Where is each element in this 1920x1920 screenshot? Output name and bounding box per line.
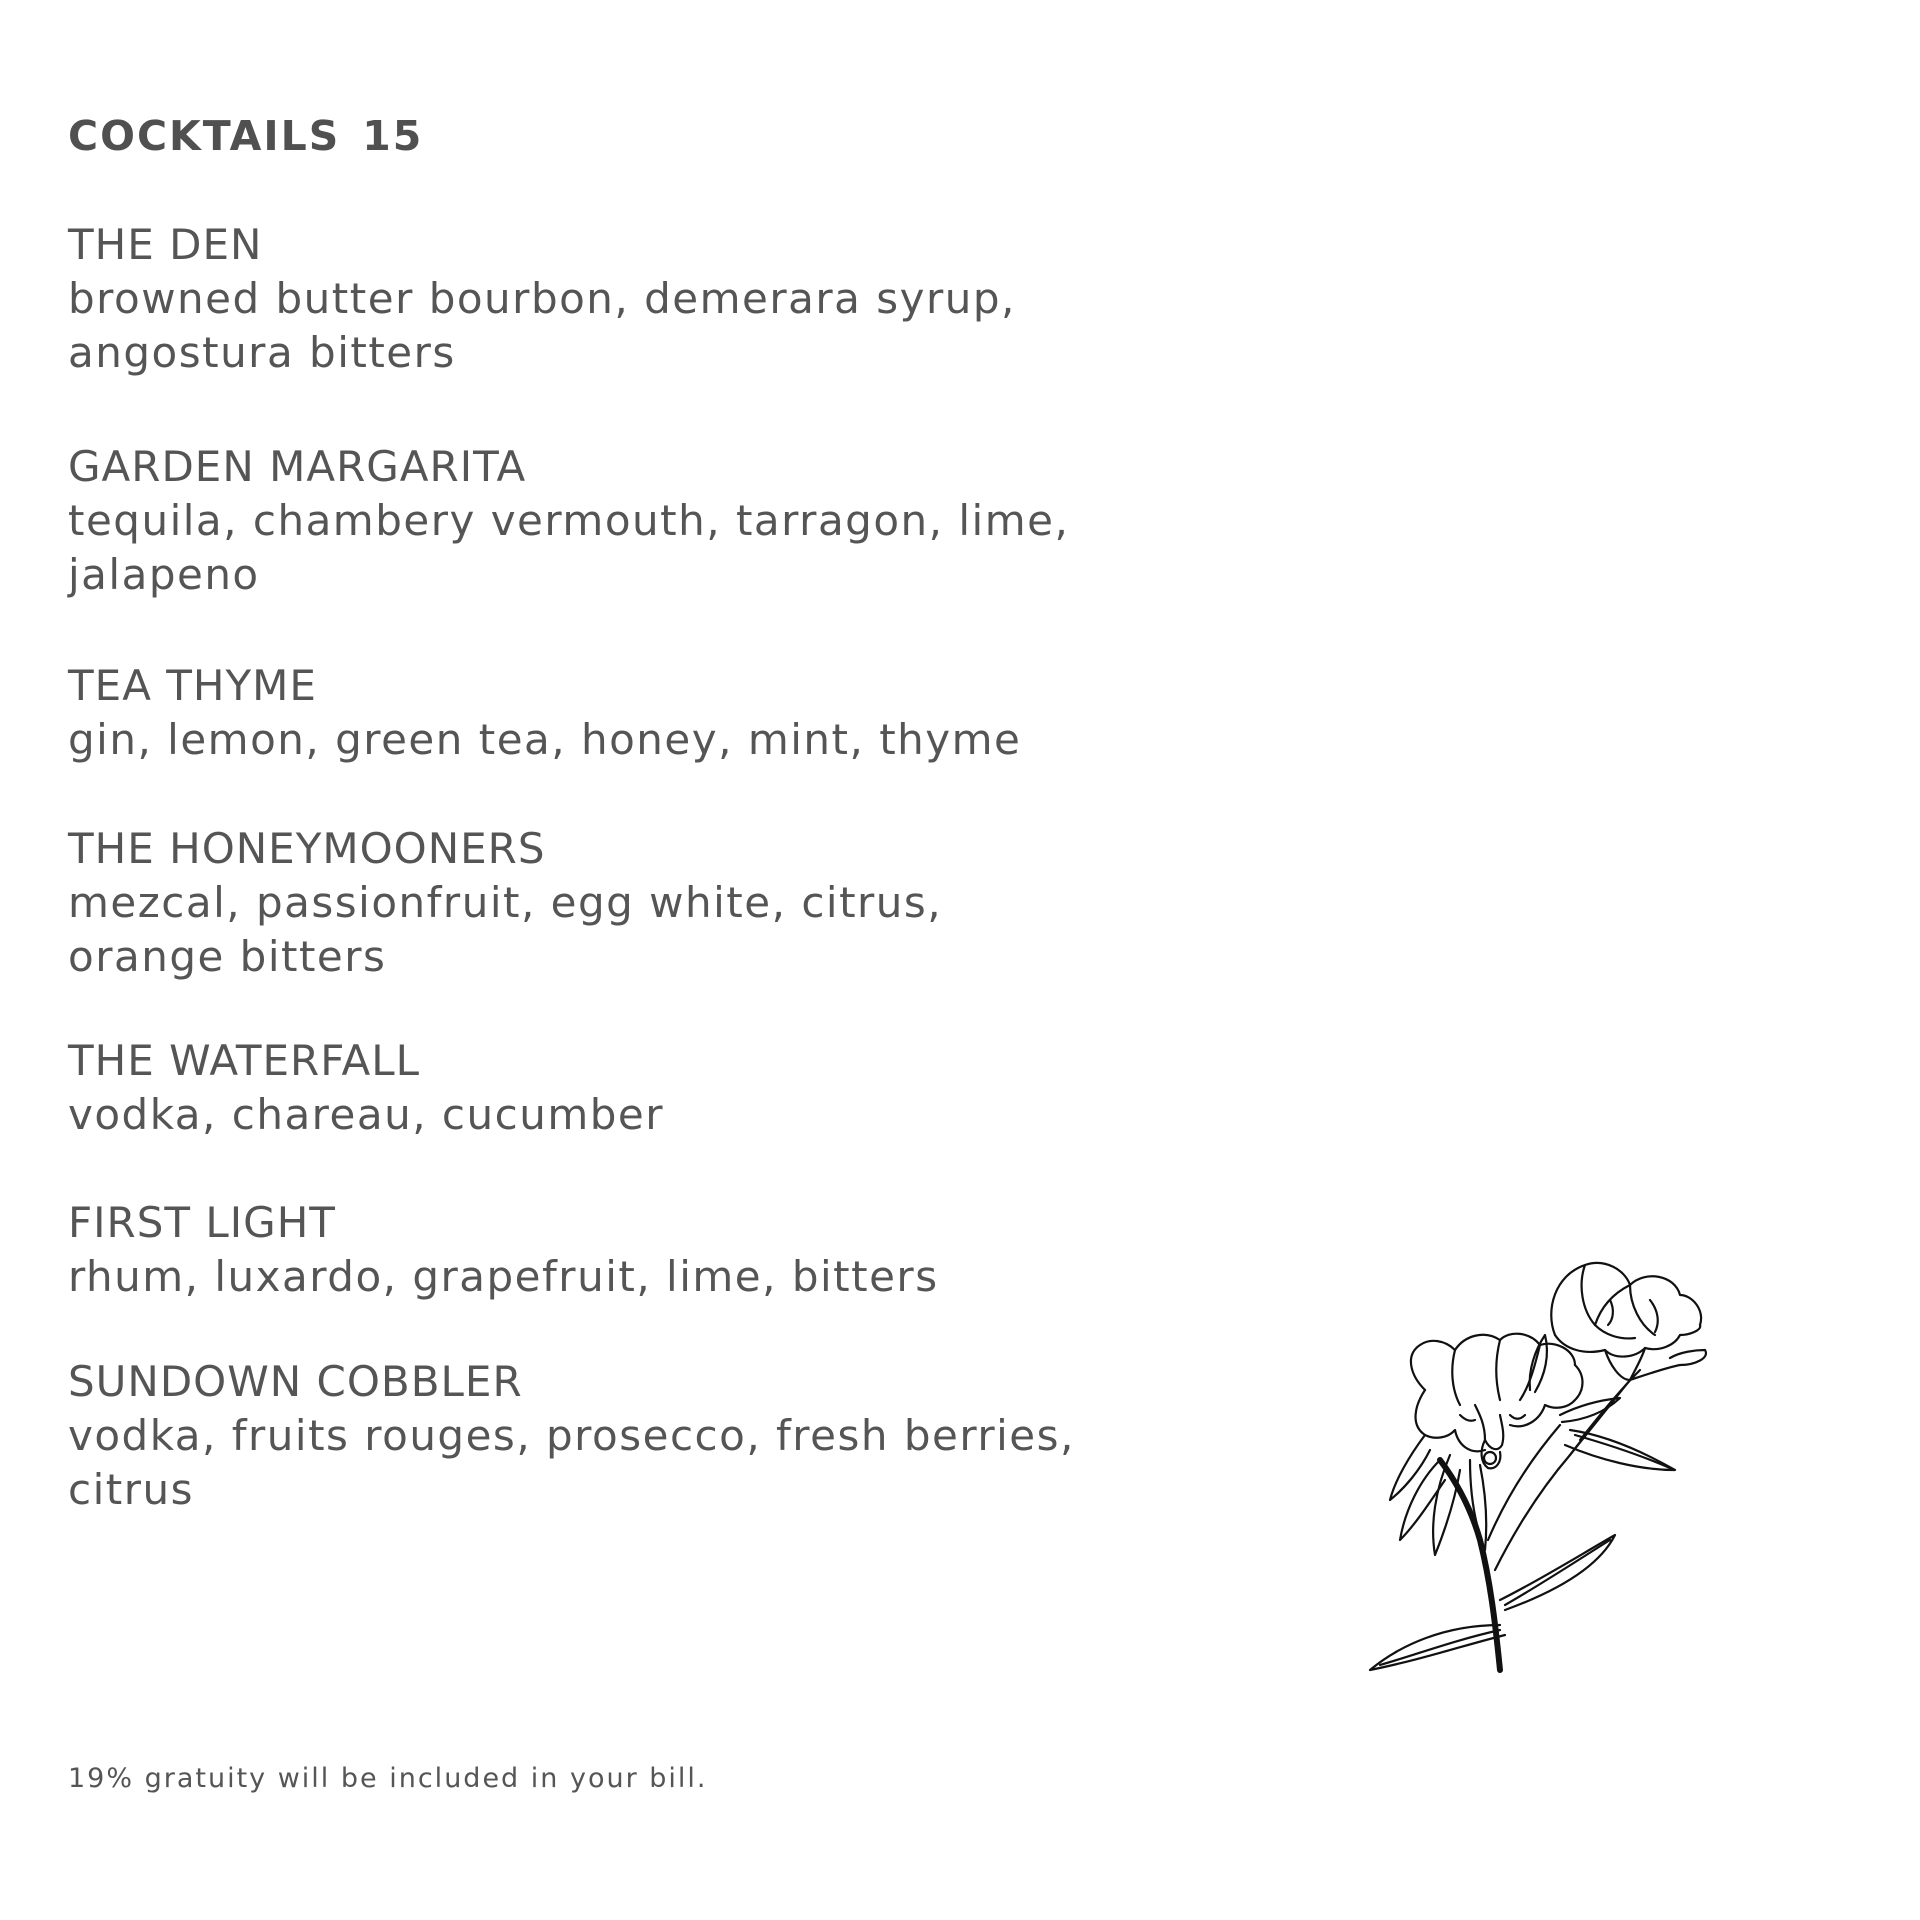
item-description-line: orange bitters — [68, 932, 387, 981]
section-title — [68, 112, 423, 160]
item-description-line: gin, lemon, green tea, honey, mint, thyme — [68, 715, 1022, 764]
gratuity-note: 19% gratuity will be included in your bill. — [68, 1763, 708, 1794]
menu-item — [68, 1034, 1168, 1142]
item-description-line: tequila, chambery vermouth, tarragon, lime, — [68, 496, 1070, 545]
menu-item — [68, 659, 1168, 767]
item-description-line: vodka, chareau, cucumber — [68, 1090, 665, 1139]
section-title-text: COCKTAILS — [68, 112, 341, 160]
item-name: TEA THYME — [68, 661, 317, 710]
section-price: 15 — [362, 112, 424, 160]
item-description-line: jalapeno — [68, 550, 260, 599]
flower-illustration-icon — [1330, 1240, 1710, 1680]
menu-item — [68, 1196, 1168, 1304]
menu-item — [68, 822, 1168, 984]
item-description-line: mezcal, passionfruit, egg white, citrus, — [68, 878, 943, 927]
item-description-line: rhum, luxardo, grapefruit, lime, bitters — [68, 1252, 939, 1301]
menu-item — [68, 1355, 1168, 1517]
item-description-line: citrus — [68, 1465, 194, 1514]
item-name: FIRST LIGHT — [68, 1198, 336, 1247]
menu-item — [68, 440, 1168, 602]
item-name: THE WATERFALL — [68, 1036, 421, 1085]
item-description-line: vodka, fruits rouges, prosecco, fresh berries, — [68, 1411, 1075, 1460]
item-description-line: angostura bitters — [68, 328, 456, 377]
menu-item — [68, 218, 1168, 380]
item-name: SUNDOWN COBBLER — [68, 1357, 523, 1406]
item-description-line: browned butter bourbon, demerara syrup, — [68, 274, 1016, 323]
item-name: GARDEN MARGARITA — [68, 442, 527, 491]
item-name: THE HONEYMOONERS — [68, 824, 546, 873]
item-name: THE DEN — [68, 220, 263, 269]
